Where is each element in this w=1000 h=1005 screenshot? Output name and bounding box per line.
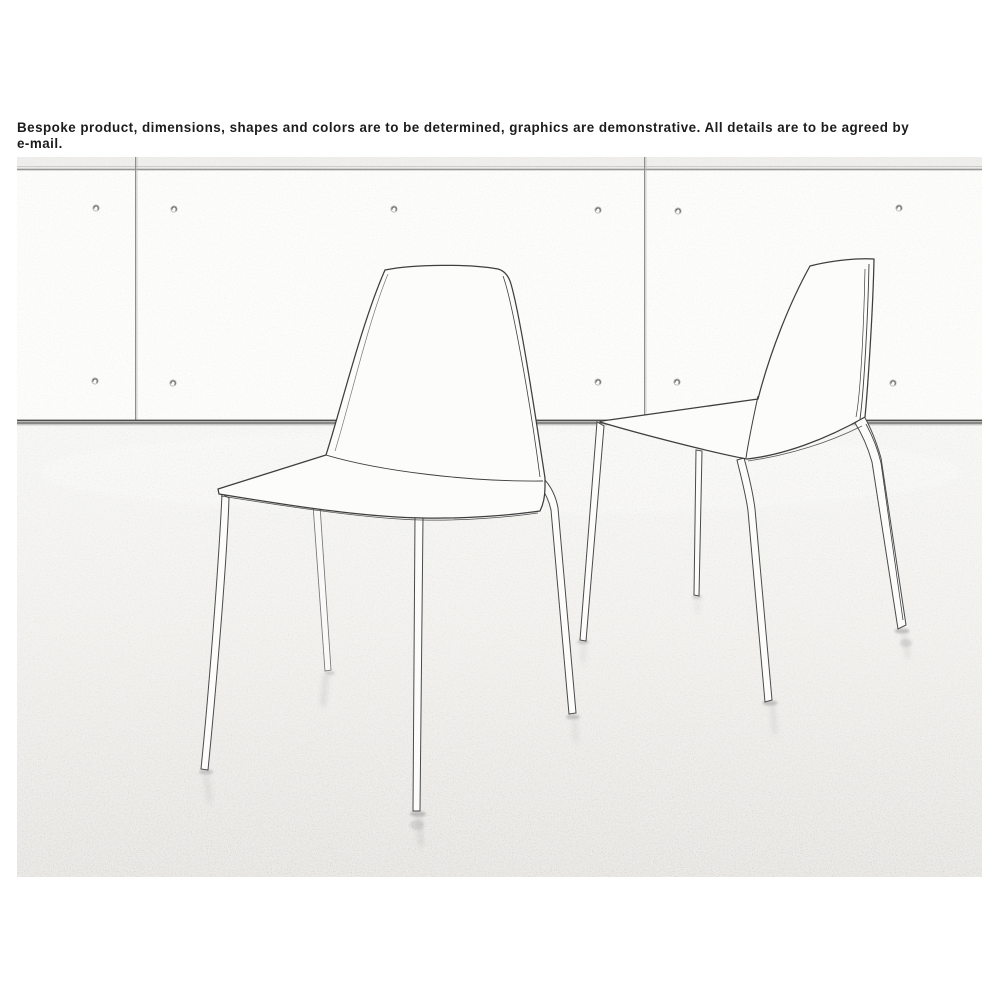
disclaimer-line-1: Bespoke product, dimensions, shapes and colors are to be determined, graphics are demonstrative. All details are to be agreed by	[17, 120, 910, 135]
disclaimer-line-2: e-mail.	[17, 135, 63, 151]
